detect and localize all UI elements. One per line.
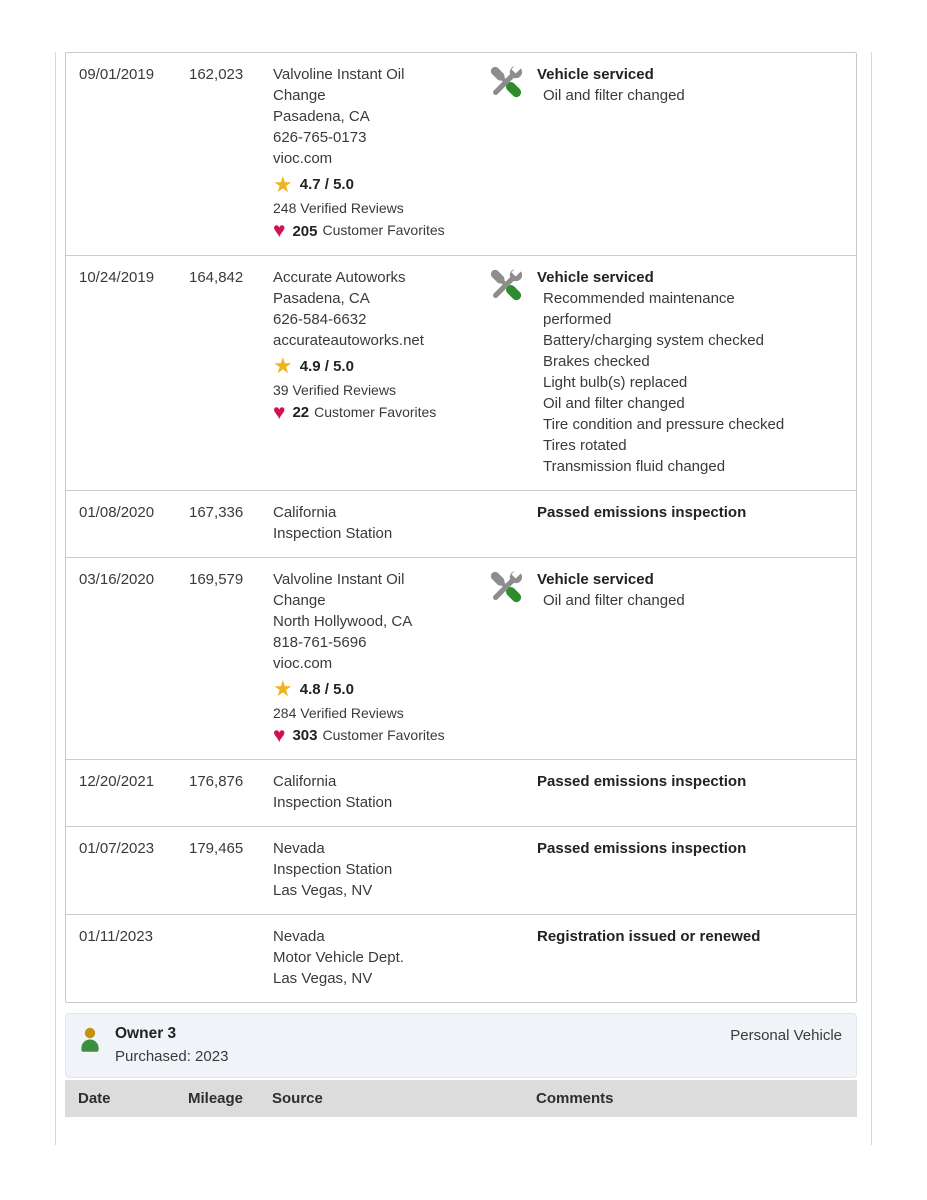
record-comments	[489, 64, 856, 242]
comment-detail: Tire condition and pressure checked	[543, 415, 785, 433]
record-mileage: 167,336	[189, 503, 244, 521]
record-source	[273, 502, 489, 544]
rating-score: 4.9 / 5.0	[299, 357, 354, 375]
source-line: Valvoline Instant Oil Change	[273, 570, 405, 609]
source-line: Inspection Station	[273, 861, 393, 879]
heart-icon: ♥	[273, 400, 286, 424]
record-date: 01/07/2023	[79, 840, 155, 858]
source-line: Las Vegas, NV	[273, 882, 373, 900]
comment-icon-box	[489, 502, 537, 543]
source-lines	[273, 838, 449, 901]
record-row	[66, 490, 856, 557]
comment-icon-box	[489, 569, 537, 610]
rating-reviews: 284 Verified Reviews	[273, 704, 404, 721]
service-tools-icon	[489, 570, 523, 604]
record-comments	[489, 267, 856, 477]
header-comments: Comments	[536, 1089, 614, 1107]
favorites-count: 303	[292, 727, 318, 745]
record-mileage: 176,876	[189, 773, 244, 791]
comment-title: Vehicle serviced	[537, 268, 654, 286]
source-line: vioc.com	[273, 150, 333, 167]
source-line: Pasadena, CA	[273, 108, 370, 125]
record-comments	[489, 838, 856, 901]
comment-text	[537, 569, 805, 611]
source-line: Nevada	[273, 840, 325, 858]
owner-person-icon	[78, 1026, 102, 1053]
rating-reviews: 39 Verified Reviews	[273, 381, 396, 398]
rating-line	[273, 171, 449, 197]
comment-text	[537, 64, 805, 106]
record-source	[273, 569, 489, 747]
owner-icon-wrap	[78, 1023, 102, 1059]
record-mileage: 179,465	[189, 840, 244, 858]
comment-detail: Recommended maintenance performed	[543, 289, 735, 328]
comment-detail: Transmission fluid changed	[543, 457, 726, 475]
comment-details	[537, 85, 805, 106]
comment-text	[537, 926, 805, 947]
rating-line	[273, 353, 449, 379]
record-comments	[489, 569, 856, 747]
record-source	[273, 267, 489, 477]
comment-detail: Oil and filter changed	[543, 87, 685, 104]
comment-text	[537, 838, 805, 859]
source-line: 818-761-5696	[273, 633, 367, 651]
comment-detail: Light bulb(s) replaced	[543, 373, 688, 391]
comment-details	[537, 288, 805, 477]
record-mileage: 164,842	[189, 268, 244, 286]
comment-detail: Battery/charging system checked	[543, 331, 764, 349]
comment-detail: Oil and filter changed	[543, 591, 685, 609]
record-comments	[489, 771, 856, 813]
favorites-line	[273, 402, 449, 423]
record-row	[66, 759, 856, 826]
rating-block	[273, 171, 449, 243]
source-line: Pasadena, CA	[273, 289, 370, 307]
comment-icon-box	[489, 64, 537, 105]
record-date: 10/24/2019	[79, 268, 155, 286]
comment-title: Passed emissions inspection	[537, 503, 747, 521]
comment-text	[537, 267, 805, 477]
vehicle-history-section	[55, 52, 872, 1145]
rating-score: 4.7 / 5.0	[299, 176, 354, 193]
record-comments	[489, 926, 856, 989]
source-line: accurateautoworks.net	[273, 331, 424, 349]
source-line: Inspection Station	[273, 524, 393, 542]
rating-block	[273, 676, 449, 747]
comment-title: Passed emissions inspection	[537, 773, 747, 791]
rating-score: 4.8 / 5.0	[299, 680, 354, 698]
record-mileage	[189, 926, 273, 989]
source-line: Las Vegas, NV	[273, 970, 373, 988]
header-mileage: Mileage	[188, 1089, 244, 1107]
record-date: 03/16/2020	[79, 570, 155, 588]
source-line: vioc.com	[273, 654, 333, 672]
source-lines	[273, 267, 449, 351]
record-source	[273, 64, 489, 242]
comment-detail: Brakes checked	[543, 352, 650, 370]
owner-purchased: Purchased: 2023	[115, 1047, 229, 1065]
source-lines	[273, 771, 449, 813]
record-comments	[489, 502, 856, 544]
favorites-line	[273, 221, 449, 242]
record-mileage: 169,579	[189, 570, 244, 588]
record-date: 01/08/2020	[79, 503, 155, 521]
source-line: Accurate Autoworks	[273, 268, 406, 286]
source-lines	[273, 64, 449, 169]
service-tools-icon	[489, 65, 523, 99]
record-source	[273, 926, 489, 989]
rating-reviews: 248 Verified Reviews	[273, 200, 404, 216]
record-row	[66, 53, 856, 255]
favorites-label: Customer Favorites	[322, 222, 445, 239]
owner3-column-header	[65, 1080, 857, 1117]
comment-title: Vehicle serviced	[537, 66, 654, 83]
record-mileage: 162,023	[189, 66, 244, 83]
comment-title: Vehicle serviced	[537, 570, 654, 588]
comment-icon-box	[489, 838, 537, 879]
source-line: California	[273, 773, 337, 791]
comment-title: Registration issued or renewed	[537, 928, 761, 946]
star-icon: ★	[273, 676, 293, 702]
source-line: California	[273, 503, 337, 521]
record-date: 09/01/2019	[79, 66, 155, 83]
star-icon: ★	[273, 353, 293, 379]
owner-usage: Personal Vehicle	[730, 1027, 842, 1045]
favorites-label: Customer Favorites	[322, 726, 445, 743]
favorites-label: Customer Favorites	[314, 403, 437, 420]
source-line: Inspection Station	[273, 794, 393, 812]
header-date: Date	[78, 1089, 111, 1107]
comment-icon-box	[489, 771, 537, 812]
comment-detail: Oil and filter changed	[543, 394, 685, 412]
source-line: 626-584-6632	[273, 310, 367, 328]
record-row	[66, 826, 856, 914]
comment-details	[537, 590, 805, 611]
rating-line	[273, 676, 449, 702]
source-lines	[273, 502, 449, 544]
favorites-line	[273, 725, 449, 746]
favorites-count: 22	[292, 404, 310, 422]
history-table	[65, 52, 857, 1003]
owner-title: Owner 3	[115, 1025, 177, 1043]
record-date: 12/20/2021	[79, 773, 155, 791]
record-row	[66, 255, 856, 490]
comment-text	[537, 771, 805, 792]
heart-icon: ♥	[273, 723, 286, 747]
record-source	[273, 838, 489, 901]
rating-block	[273, 353, 449, 424]
source-lines	[273, 569, 449, 674]
source-line: 626-765-0173	[273, 129, 367, 146]
source-line: North Hollywood, CA	[273, 612, 413, 630]
record-row	[66, 914, 856, 1002]
owner3-banner	[65, 1013, 857, 1078]
source-line: Motor Vehicle Dept.	[273, 949, 404, 967]
owner-text	[115, 1023, 228, 1067]
comment-detail: Tires rotated	[543, 436, 627, 454]
service-tools-icon	[489, 268, 523, 302]
favorites-count: 205	[292, 222, 318, 240]
source-line: Nevada	[273, 928, 325, 946]
source-line: Valvoline Instant Oil Change	[273, 66, 405, 104]
star-icon: ★	[273, 171, 293, 197]
comment-icon-box	[489, 267, 537, 308]
record-source	[273, 771, 489, 813]
heart-icon: ♥	[273, 219, 286, 243]
record-row	[66, 557, 856, 760]
comment-icon-box	[489, 926, 537, 967]
record-date: 01/11/2023	[79, 928, 153, 946]
header-source: Source	[272, 1089, 323, 1107]
comment-title: Passed emissions inspection	[537, 840, 747, 858]
comment-text	[537, 502, 805, 523]
source-lines	[273, 926, 449, 989]
